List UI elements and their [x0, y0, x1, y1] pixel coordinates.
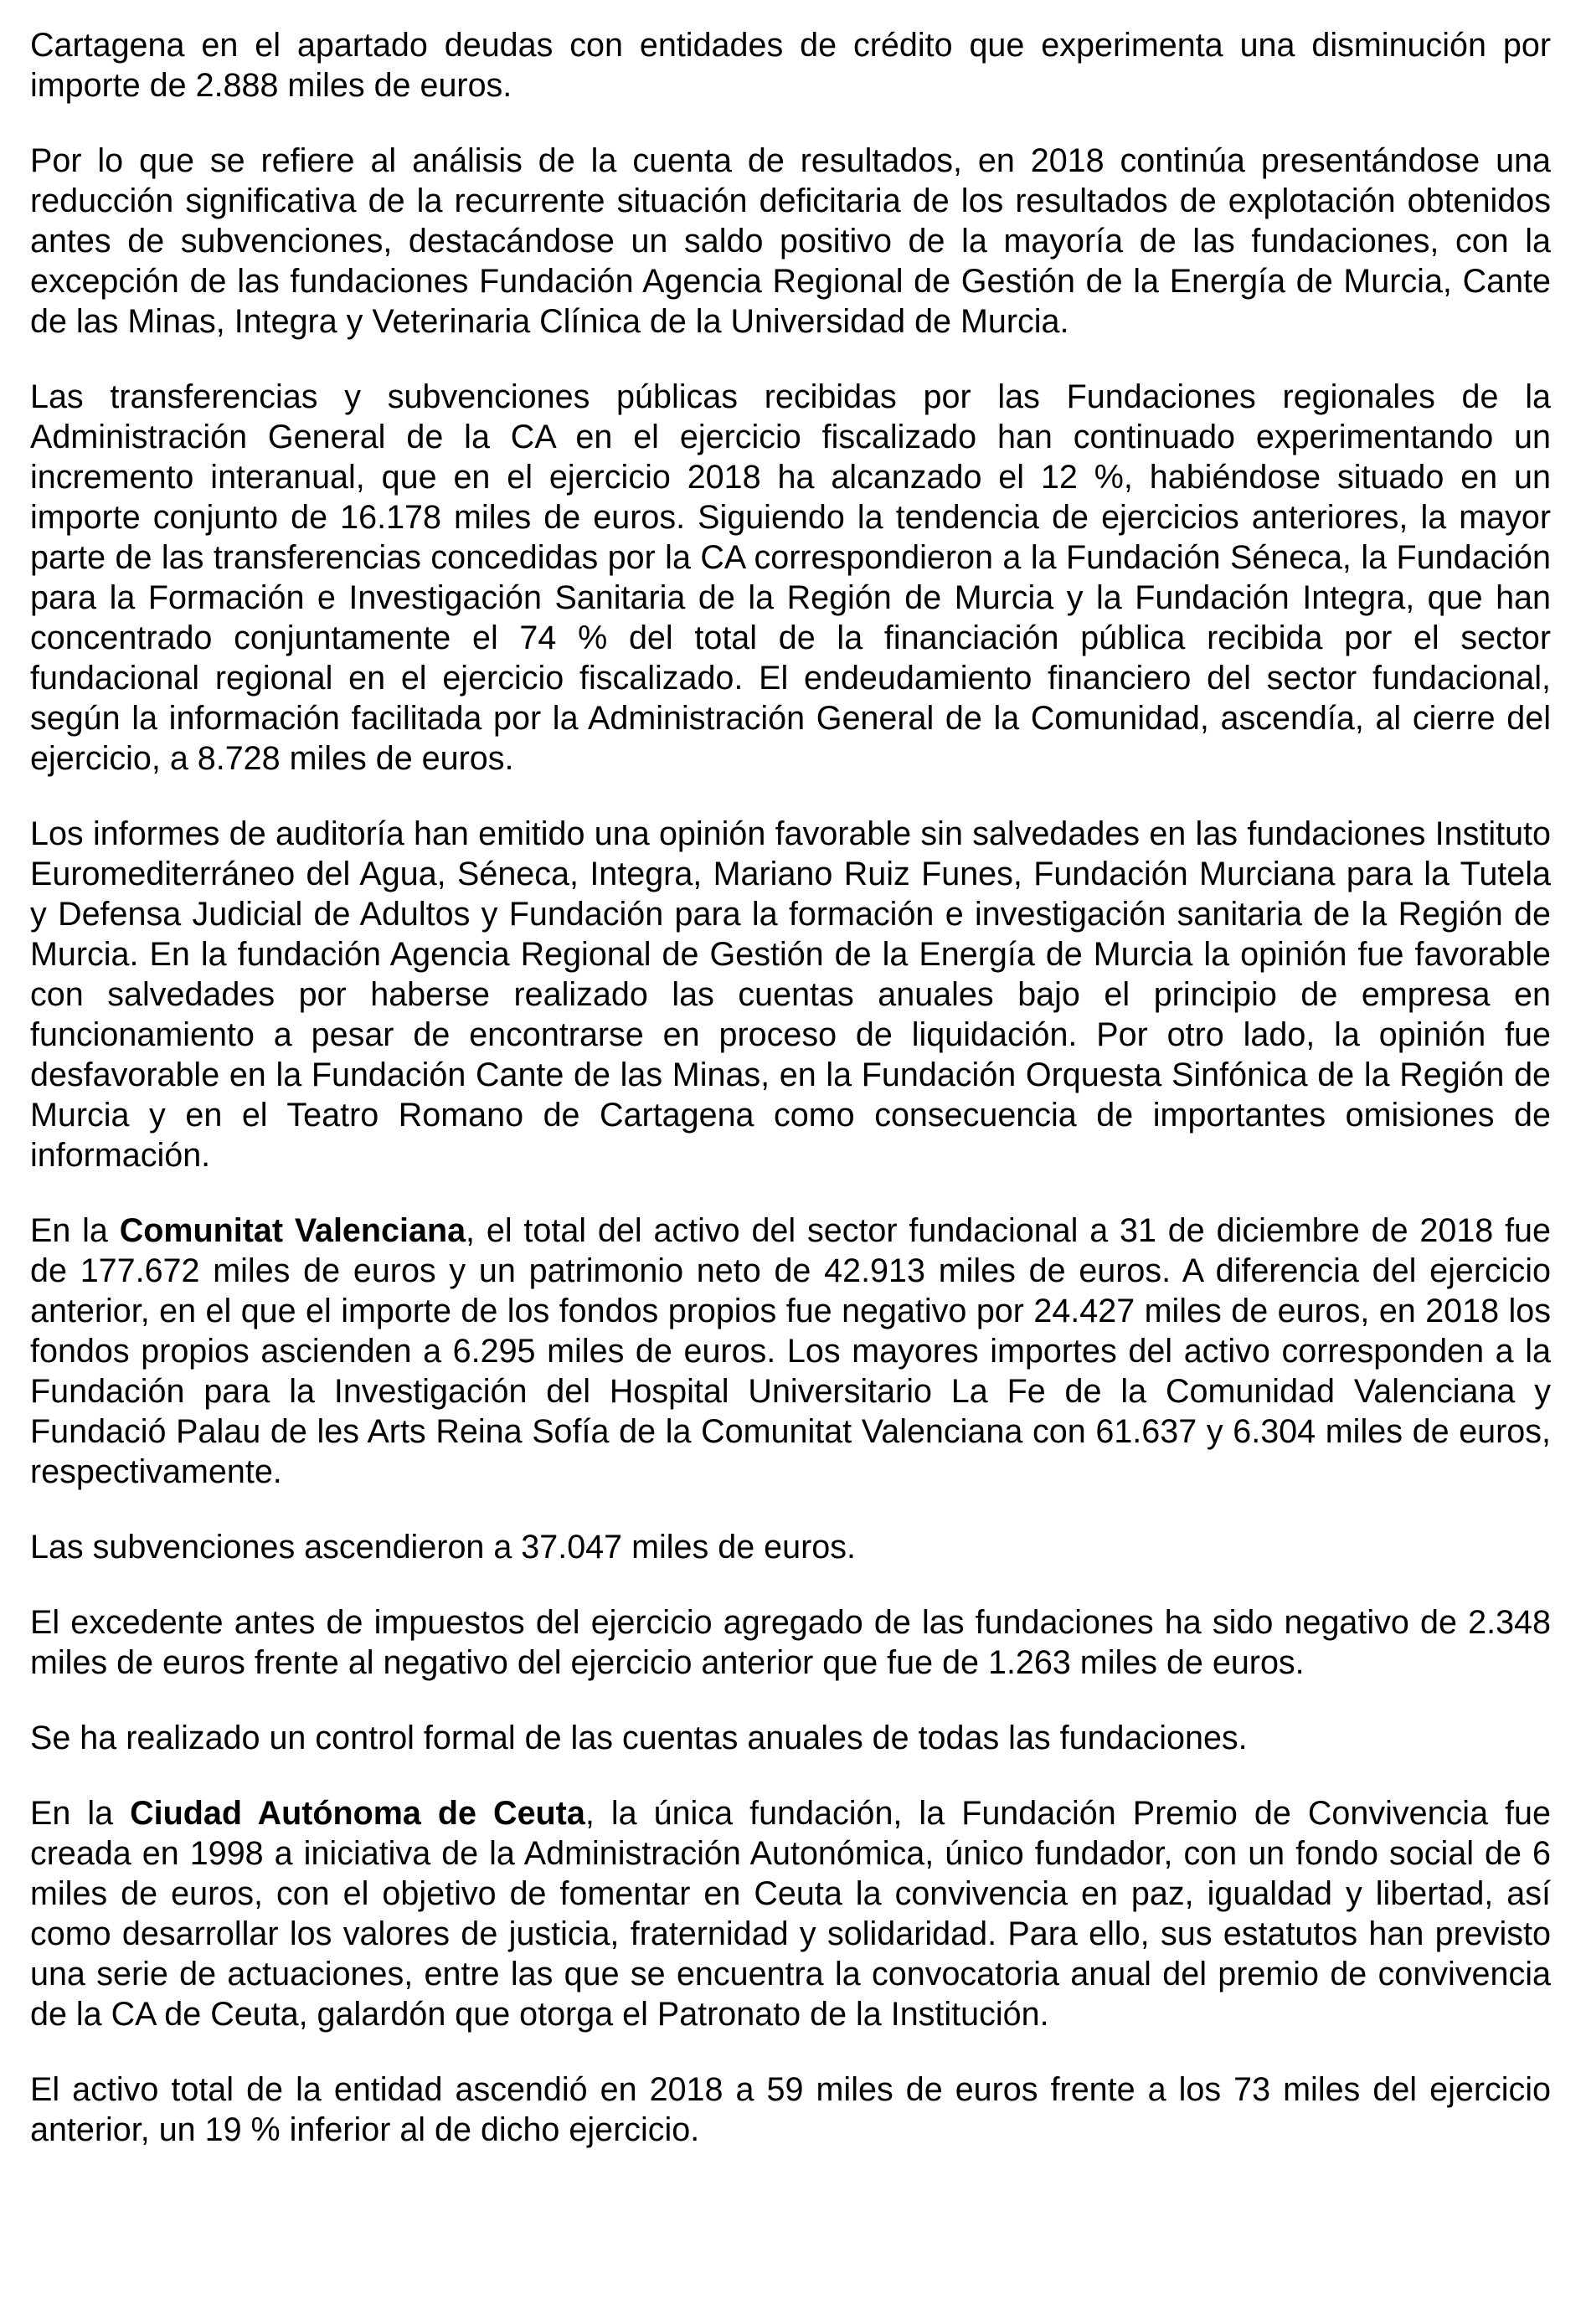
- paragraph-subvenciones: [30, 1527, 1551, 1567]
- paragraph-control-formal: [30, 1718, 1551, 1758]
- paragraph-text: , el total del activo del sector fundacional a 31 de diciembre de 2018 fue de 177.672 miles de euros y un patrimonio neto de 42.913 miles de euros. A diferencia del ejercicio anterior, en el que el importe de los fondos propios fue negativo por 24.427 miles de euros, en 2018 los fondos propios ascienden a 6.295 miles de euros. Los mayores importes del activo corresponden a la Fundación para la Investigación del Hospital Universitario La Fe de la Comunidad Valenciana y Fundació Palau de les Arts Reina Sofía de la Comunitat Valenciana con 61.637 y 6.304 miles de euros, respectivamente.: [30, 1212, 1551, 1490]
- paragraph-text: Por lo que se refiere al análisis de la cuenta de resultados, en 2018 continúa presentándose una reducción significativa de la recurrente situación deficitaria de los resultados de explotación obtenidos antes de subvenciones, destacándose un saldo positivo de la mayoría de las fundaciones, con la excepción de las fundaciones Fundación Agencia Regional de Gestión de la Energía de Murcia, Cante de las Minas, Integra y Veterinaria Clínica de la Universidad de Murcia.: [30, 142, 1551, 340]
- paragraph-text: Las subvenciones ascendieron a 37.047 miles de euros.: [30, 1529, 856, 1566]
- paragraph-activo-total: [30, 2069, 1551, 2150]
- paragraph-informes-auditoria: [30, 814, 1551, 1175]
- paragraph-text: Las transferencias y subvenciones públicas recibidas por las Fundaciones regionales de la Administración General de la CA en el ejercicio fiscalizado han continuado experimentando un incremento interanual, que en el ejercicio 2018 ha alcanzado el 12 %, habiéndose situado en un importe conjunto de 16.178 miles de euros. Siguiendo la tendencia de ejercicios anteriores, la mayor parte de las transferencias concedidas por la CA correspondieron a la Fundación Séneca, la Fundación para la Formación e Investigación Sanitaria de la Región de Murcia y la Fundación Integra, que han concentrado conjuntamente el 74 % del total de la financiación pública recibida por el sector fundacional regional en el ejercicio fiscalizado. El endeudamiento financiero del sector fundacional, según la información facilitada por la Administración General de la Comunidad, ascendía, al cierre del ejercicio, a 8.728 miles de euros.: [30, 378, 1551, 777]
- document-page: [30, 25, 1551, 2150]
- region-name-bold: Comunitat Valenciana: [119, 1212, 466, 1249]
- paragraph-comunitat-valenciana: [30, 1211, 1551, 1492]
- paragraph-text: En la: [30, 1212, 120, 1249]
- paragraph-text: , la única fundación, la Fundación Premio de Convivencia fue creada en 1998 a iniciativa de la Administración Autonómica, único fundador, con un fondo social de 6 miles de euros, con el objetivo de fomentar en Ceuta la convivencia en paz, igualdad y libertad, así como desarrollar los valores de justicia, fraternidad y solidaridad. Para ello, sus estatutos han previsto una serie de actuaciones, entre las que se encuentra la convocatoria anual del premio de convivencia de la CA de Ceuta, galardón que otorga el Patronato de la Institución.: [30, 1795, 1551, 2033]
- paragraph-cuenta-resultados: [30, 141, 1551, 342]
- paragraph-text: Los informes de auditoría han emitido una opinión favorable sin salvedades en las fundaciones Instituto Euromediterráneo del Agua, Séneca, Integra, Mariano Ruiz Funes, Fundación Murciana para la Tutela y Defensa Judicial de Adultos y Fundación para la formación e investigación sanitaria de la Región de Murcia. En la fundación Agencia Regional de Gestión de la Energía de Murcia la opinión fue favorable con salvedades por haberse realizado las cuentas anuales bajo el principio de empresa en funcionamiento a pesar de encontrarse en proceso de liquidación. Por otro lado, la opinión fue desfavorable en la Fundación Cante de las Minas, en la Fundación Orquesta Sinfónica de la Región de Murcia y en el Teatro Romano de Cartagena como consecuencia de importantes omisiones de información.: [30, 815, 1551, 1174]
- paragraph-transferencias-subvenciones: [30, 377, 1551, 779]
- paragraph-text: En la: [30, 1795, 131, 1832]
- paragraph-text: Se ha realizado un control formal de las cuentas anuales de todas las fundaciones.: [30, 1720, 1248, 1756]
- region-name-bold: Ciudad Autónoma de Ceuta: [130, 1795, 585, 1832]
- paragraph-text: El excedente antes de impuestos del ejercicio agregado de las fundaciones ha sido negativo de 2.348 miles de euros frente al negativo del ejercicio anterior que fue de 1.263 miles de euros.: [30, 1604, 1551, 1681]
- paragraph-excedente: [30, 1602, 1551, 1683]
- paragraph-text: El activo total de la entidad ascendió en 2018 a 59 miles de euros frente a los 73 miles del ejercicio anterior, un 19 % inferior al de dicho ejercicio.: [30, 2071, 1551, 2148]
- paragraph-cartagena-deudas: [30, 25, 1551, 105]
- paragraph-ceuta: [30, 1793, 1551, 2034]
- paragraph-text: Cartagena en el apartado deudas con entidades de crédito que experimenta una disminución por importe de 2.888 miles de euros.: [30, 27, 1551, 104]
